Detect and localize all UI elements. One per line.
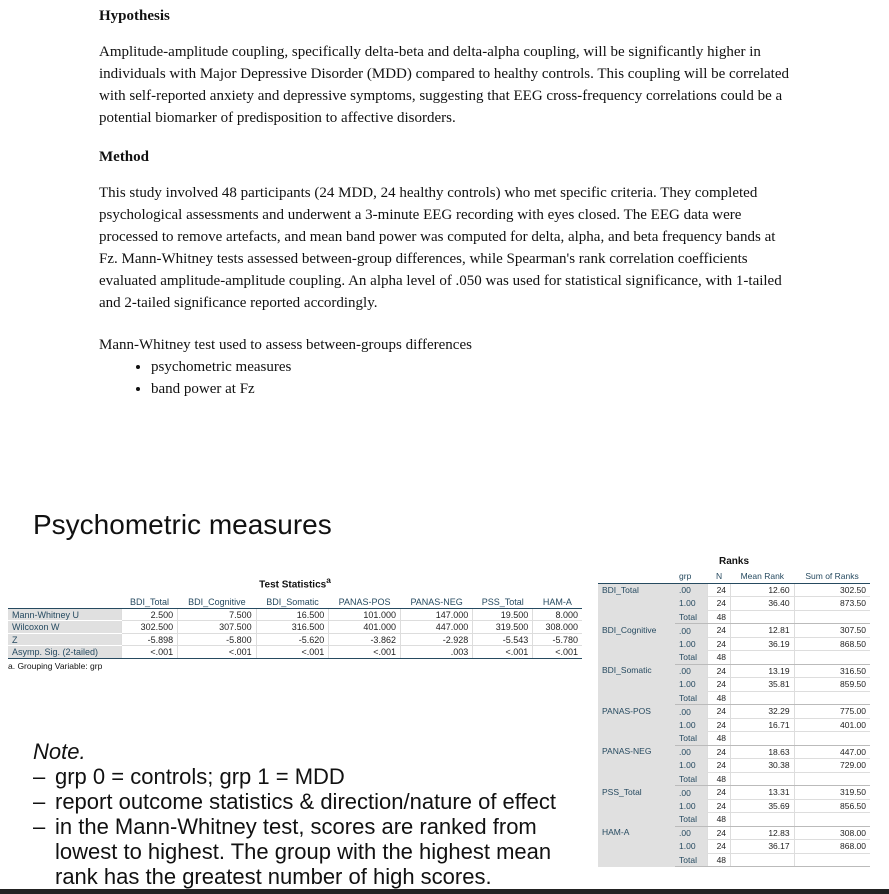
cell-value: <.001 bbox=[533, 646, 582, 659]
cell-value: 319.50 bbox=[794, 786, 870, 800]
grp-value: Total bbox=[675, 813, 708, 827]
grp-value: Total bbox=[675, 853, 708, 867]
row-label: Z bbox=[8, 633, 121, 646]
cell-value: 48 bbox=[708, 651, 731, 665]
cell-value: <.001 bbox=[329, 646, 401, 659]
cell-value: 35.81 bbox=[731, 678, 795, 692]
cell-value: 13.31 bbox=[731, 786, 795, 800]
cell-value: 24 bbox=[708, 597, 731, 611]
grp-value: 1.00 bbox=[675, 799, 708, 813]
table-row bbox=[598, 826, 870, 840]
cell-value: 447.00 bbox=[794, 745, 870, 759]
cell-value: 316.500 bbox=[256, 621, 329, 634]
cell-value: 307.50 bbox=[794, 624, 870, 638]
cell-value bbox=[794, 853, 870, 867]
cell-value: 24 bbox=[708, 786, 731, 800]
dash-marker: – bbox=[33, 764, 46, 789]
cell-value bbox=[731, 772, 795, 786]
group-label: BDI_Cognitive bbox=[598, 624, 675, 665]
mw-intro: Mann-Whitney test used to assess between-groups differences bbox=[99, 337, 472, 353]
grp-value: .00 bbox=[675, 583, 708, 597]
cell-value bbox=[794, 610, 870, 624]
group-label: BDI_Total bbox=[598, 583, 675, 624]
column-header: BDI_Cognitive bbox=[178, 596, 257, 608]
cell-value: 856.50 bbox=[794, 799, 870, 813]
row-label: Wilcoxon W bbox=[8, 621, 121, 634]
table-row bbox=[598, 664, 870, 678]
note-item bbox=[33, 789, 593, 814]
cell-value: 729.00 bbox=[794, 759, 870, 773]
cell-value: -5.898 bbox=[121, 633, 177, 646]
column-header: Mean Rank bbox=[731, 570, 795, 583]
cell-value: 101.000 bbox=[329, 608, 401, 621]
cell-value: 24 bbox=[708, 718, 731, 732]
note-text: grp 0 = controls; grp 1 = MDD bbox=[55, 764, 345, 789]
cell-value: .003 bbox=[400, 646, 472, 659]
table-row bbox=[598, 786, 870, 800]
cell-value: -5.543 bbox=[473, 633, 533, 646]
corner-cell bbox=[598, 570, 675, 583]
ranks-title: Ranks bbox=[718, 556, 749, 567]
bottom-bar bbox=[0, 889, 889, 894]
dash-marker: – bbox=[33, 789, 46, 814]
cell-value: 35.69 bbox=[731, 799, 795, 813]
cell-value: 19.500 bbox=[473, 608, 533, 621]
cell-value: 24 bbox=[708, 637, 731, 651]
cell-value: 24 bbox=[708, 664, 731, 678]
column-header: PSS_Total bbox=[473, 596, 533, 608]
cell-value: 308.00 bbox=[794, 826, 870, 840]
cell-value: 302.500 bbox=[121, 621, 177, 634]
grp-value: 1.00 bbox=[675, 678, 708, 692]
test-statistics-table bbox=[8, 575, 582, 671]
cell-value: -3.862 bbox=[329, 633, 401, 646]
cell-value: 302.50 bbox=[794, 583, 870, 597]
cell-value bbox=[731, 651, 795, 665]
bullet-item: • band power at Fz bbox=[151, 378, 789, 400]
ranks-table bbox=[598, 556, 870, 867]
table-row bbox=[598, 745, 870, 759]
cell-value: 24 bbox=[708, 705, 731, 719]
cell-value: 316.50 bbox=[794, 664, 870, 678]
cell-value bbox=[731, 732, 795, 746]
cell-value: 401.00 bbox=[794, 718, 870, 732]
cell-value: 307.500 bbox=[178, 621, 257, 634]
corner-cell bbox=[8, 596, 121, 608]
cell-value: 147.000 bbox=[400, 608, 472, 621]
cell-value: 308.000 bbox=[533, 621, 582, 634]
cell-value: 447.000 bbox=[400, 621, 472, 634]
row-label: Mann-Whitney U bbox=[8, 608, 121, 621]
cell-value: 868.50 bbox=[794, 637, 870, 651]
grp-value: .00 bbox=[675, 705, 708, 719]
method-heading: Method bbox=[99, 149, 149, 165]
cell-value: 32.29 bbox=[731, 705, 795, 719]
table-title: Test Statistics bbox=[259, 579, 327, 591]
column-header: HAM-A bbox=[533, 596, 582, 608]
cell-value: <.001 bbox=[473, 646, 533, 659]
cell-value: 16.500 bbox=[256, 608, 329, 621]
cell-value: 2.500 bbox=[121, 608, 177, 621]
cell-value: 12.81 bbox=[731, 624, 795, 638]
cell-value: 36.19 bbox=[731, 637, 795, 651]
table-row bbox=[598, 624, 870, 638]
grp-value: 1.00 bbox=[675, 840, 708, 854]
cell-value: 36.40 bbox=[731, 597, 795, 611]
cell-value: <.001 bbox=[178, 646, 257, 659]
grp-value: 1.00 bbox=[675, 718, 708, 732]
cell-value bbox=[731, 691, 795, 705]
row-label: Asymp. Sig. (2-tailed) bbox=[8, 646, 121, 659]
cell-value: -2.928 bbox=[400, 633, 472, 646]
cell-value: 48 bbox=[708, 732, 731, 746]
hypothesis-heading: Hypothesis bbox=[99, 8, 170, 24]
cell-value: 24 bbox=[708, 759, 731, 773]
cell-value: 24 bbox=[708, 678, 731, 692]
table-row bbox=[598, 583, 870, 597]
cell-value: 16.71 bbox=[731, 718, 795, 732]
table-row bbox=[598, 705, 870, 719]
cell-value: 48 bbox=[708, 813, 731, 827]
grp-value: 1.00 bbox=[675, 597, 708, 611]
note-item bbox=[33, 764, 593, 789]
grp-value: .00 bbox=[675, 826, 708, 840]
grp-value: Total bbox=[675, 691, 708, 705]
grp-value: .00 bbox=[675, 745, 708, 759]
grp-value: .00 bbox=[675, 624, 708, 638]
cell-value: -5.620 bbox=[256, 633, 329, 646]
cell-value: 8.000 bbox=[533, 608, 582, 621]
cell-value: 24 bbox=[708, 840, 731, 854]
grp-value: 1.00 bbox=[675, 759, 708, 773]
cell-value: 24 bbox=[708, 624, 731, 638]
cell-value: 30.38 bbox=[731, 759, 795, 773]
cell-value: 12.60 bbox=[731, 583, 795, 597]
table-row bbox=[8, 621, 582, 634]
cell-value: 859.50 bbox=[794, 678, 870, 692]
cell-value bbox=[794, 813, 870, 827]
column-header: PANAS-NEG bbox=[400, 596, 472, 608]
column-header: BDI_Somatic bbox=[256, 596, 329, 608]
cell-value: 868.00 bbox=[794, 840, 870, 854]
group-label: HAM-A bbox=[598, 826, 675, 867]
cell-value: 12.83 bbox=[731, 826, 795, 840]
grp-value: Total bbox=[675, 772, 708, 786]
dash-marker: – bbox=[33, 814, 46, 839]
cell-value: 18.63 bbox=[731, 745, 795, 759]
cell-value: 24 bbox=[708, 799, 731, 813]
cell-value bbox=[731, 853, 795, 867]
cell-value: 48 bbox=[708, 691, 731, 705]
cell-value bbox=[794, 651, 870, 665]
hypothesis-text: Amplitude-amplitude coupling, specifically delta-beta and delta-alpha coupling, will be significantly higher in individuals with Major Depressive Disorder (MDD) compared to healthy controls. This coupling will be correlated with self-reported anxiety and depressive symptoms, suggesting that EEG cross-frequency correlations could be a potential biomarker of predisposition to affective disorders. bbox=[99, 44, 789, 126]
table-row bbox=[8, 646, 582, 659]
cell-value: 319.500 bbox=[473, 621, 533, 634]
bullet-item: • psychometric measures bbox=[151, 356, 789, 378]
cell-value: 48 bbox=[708, 610, 731, 624]
note-text: report outcome statistics & direction/nature of effect bbox=[55, 789, 556, 814]
note-item bbox=[33, 814, 593, 889]
column-header: PANAS-POS bbox=[329, 596, 401, 608]
cell-value: 13.19 bbox=[731, 664, 795, 678]
grp-value: 1.00 bbox=[675, 637, 708, 651]
cell-value: 48 bbox=[708, 772, 731, 786]
cell-value bbox=[794, 691, 870, 705]
footnote-marker: a bbox=[326, 575, 331, 585]
table-row bbox=[8, 633, 582, 646]
column-header: BDI_Total bbox=[121, 596, 177, 608]
column-header: N bbox=[708, 570, 731, 583]
cell-value: -5.800 bbox=[178, 633, 257, 646]
method-text: This study involved 48 participants (24 MDD, 24 healthy controls) who met specific criteria. They completed psychological assessments and underwent a 3-minute EEG recording with eyes closed. The EEG data were processed to remove artefacts, and mean band power was computed for delta, alpha, and beta frequency bands at Fz. Mann-Whitney tests assessed between-group differences, while Spearman's rank correlation coefficients evaluated amplitude-amplitude coupling. An alpha level of .050 was used for statistical significance, with 1-tailed and 2-tailed significance reported accordingly. bbox=[99, 185, 782, 311]
cell-value: 24 bbox=[708, 826, 731, 840]
table-footnote: a. Grouping Variable: grp bbox=[8, 660, 103, 671]
cell-value: <.001 bbox=[121, 646, 177, 659]
group-label: BDI_Somatic bbox=[598, 664, 675, 705]
cell-value bbox=[731, 813, 795, 827]
group-label: PANAS-POS bbox=[598, 705, 675, 746]
grp-value: Total bbox=[675, 610, 708, 624]
cell-value bbox=[794, 772, 870, 786]
cell-value: 36.17 bbox=[731, 840, 795, 854]
grp-value: Total bbox=[675, 651, 708, 665]
cell-value: 873.50 bbox=[794, 597, 870, 611]
cell-value: 7.500 bbox=[178, 608, 257, 621]
note-heading: Note. bbox=[33, 739, 86, 764]
cell-value: 48 bbox=[708, 853, 731, 867]
grp-value: Total bbox=[675, 732, 708, 746]
cell-value: 24 bbox=[708, 583, 731, 597]
cell-value: 401.000 bbox=[329, 621, 401, 634]
cell-value: 24 bbox=[708, 745, 731, 759]
table-row bbox=[8, 608, 582, 621]
note-text: in the Mann-Whitney test, scores are ranked from lowest to highest. The group with the highest mean rank has the greatest number of high scores. bbox=[55, 814, 552, 889]
group-label: PANAS-NEG bbox=[598, 745, 675, 786]
cell-value bbox=[731, 610, 795, 624]
column-header: Sum of Ranks bbox=[794, 570, 870, 583]
grp-value: .00 bbox=[675, 786, 708, 800]
grp-value: .00 bbox=[675, 664, 708, 678]
group-label: PSS_Total bbox=[598, 786, 675, 827]
cell-value: <.001 bbox=[256, 646, 329, 659]
cell-value bbox=[794, 732, 870, 746]
section-title: Psychometric measures bbox=[33, 509, 332, 540]
cell-value: -5.780 bbox=[533, 633, 582, 646]
cell-value: 775.00 bbox=[794, 705, 870, 719]
column-header: grp bbox=[675, 570, 708, 583]
method-bullets bbox=[99, 356, 789, 400]
